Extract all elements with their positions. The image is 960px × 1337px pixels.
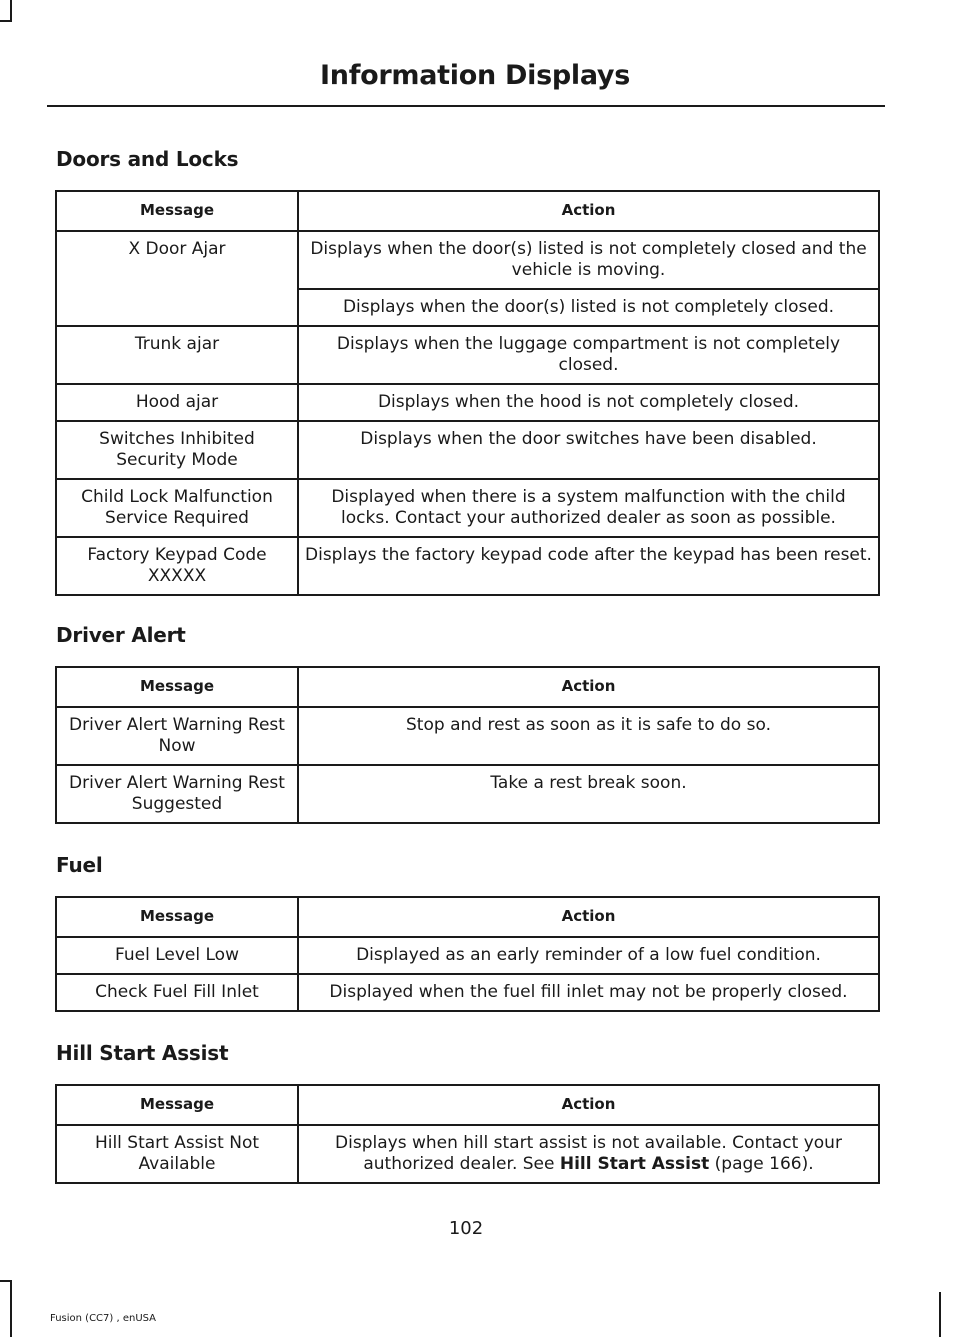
action-cell: Displays the factory keypad code after the keypad has been reset. bbox=[298, 537, 879, 595]
message-cell: Check Fuel Fill Inlet bbox=[56, 974, 298, 1011]
action-cell: Displays when the door switches have been disabled. bbox=[298, 421, 879, 479]
table-row bbox=[56, 384, 879, 421]
action-cell: Take a rest break soon. bbox=[298, 765, 879, 823]
table-row bbox=[56, 326, 879, 384]
table-header-row bbox=[56, 191, 879, 231]
column-header-action: Action bbox=[298, 897, 879, 937]
message-cell: Hill Start Assist Not Available bbox=[56, 1125, 298, 1183]
column-header-message: Message bbox=[56, 897, 298, 937]
table-row bbox=[56, 707, 879, 765]
column-header-message: Message bbox=[56, 191, 298, 231]
action-cell: Displays when the hood is not completely closed. bbox=[298, 384, 879, 421]
column-header-action: Action bbox=[298, 191, 879, 231]
action-cell bbox=[298, 1125, 879, 1183]
action-cell: Displayed when there is a system malfunction with the child locks. Contact your authorized dealer as soon as possible. bbox=[298, 479, 879, 537]
crop-mark bbox=[939, 1292, 941, 1337]
table-row bbox=[56, 937, 879, 974]
crop-mark bbox=[0, 20, 12, 22]
doors-and-locks-table bbox=[55, 190, 880, 596]
table-row bbox=[56, 1125, 879, 1183]
table-row bbox=[56, 765, 879, 823]
page-title: Information Displays bbox=[320, 60, 630, 91]
action-cell: Stop and rest as soon as it is safe to do so. bbox=[298, 707, 879, 765]
column-header-message: Message bbox=[56, 1085, 298, 1125]
action-cell: Displays when the door(s) listed is not completely closed and the vehicle is moving. bbox=[298, 231, 879, 289]
action-text-suffix: (page 166). bbox=[709, 1154, 814, 1174]
message-cell: Switches Inhibited Security Mode bbox=[56, 421, 298, 479]
action-text: Displays when hill start assist is not available. Contact your authorized dealer. See bbox=[335, 1133, 842, 1174]
table-row bbox=[56, 231, 879, 289]
section-heading-hill-start-assist: Hill Start Assist bbox=[56, 1041, 229, 1065]
table-row bbox=[56, 421, 879, 479]
message-cell: Child Lock Malfunction Service Required bbox=[56, 479, 298, 537]
crop-mark bbox=[10, 0, 12, 22]
crop-mark bbox=[0, 1280, 12, 1282]
hill-start-assist-table bbox=[55, 1084, 880, 1184]
driver-alert-table bbox=[55, 666, 880, 824]
action-cell: Displays when the door(s) listed is not completely closed. bbox=[298, 289, 879, 326]
message-cell: Trunk ajar bbox=[56, 326, 298, 384]
message-cell: Hood ajar bbox=[56, 384, 298, 421]
footer-model-text: Fusion (CC7) , enUSA bbox=[50, 1313, 157, 1324]
action-cell: Displayed as an early reminder of a low fuel condition. bbox=[298, 937, 879, 974]
message-cell: Driver Alert Warning Rest Now bbox=[56, 707, 298, 765]
table-row bbox=[56, 537, 879, 595]
action-cell: Displayed when the fuel fill inlet may not be properly closed. bbox=[298, 974, 879, 1011]
table-header-row bbox=[56, 667, 879, 707]
column-header-message: Message bbox=[56, 667, 298, 707]
column-header-action: Action bbox=[298, 1085, 879, 1125]
section-heading-driver-alert: Driver Alert bbox=[56, 623, 186, 647]
page-number: 102 bbox=[448, 1218, 484, 1239]
table-header-row bbox=[56, 897, 879, 937]
column-header-action: Action bbox=[298, 667, 879, 707]
table-row bbox=[56, 479, 879, 537]
message-cell: Fuel Level Low bbox=[56, 937, 298, 974]
message-cell: X Door Ajar bbox=[56, 231, 298, 326]
message-cell: Driver Alert Warning Rest Suggested bbox=[56, 765, 298, 823]
crop-mark bbox=[10, 1280, 12, 1337]
cross-reference-link[interactable]: Hill Start Assist bbox=[559, 1154, 710, 1174]
fuel-table bbox=[55, 896, 880, 1012]
message-cell: Factory Keypad Code XXXXX bbox=[56, 537, 298, 595]
table-header-row bbox=[56, 1085, 879, 1125]
header-divider bbox=[47, 105, 885, 107]
action-cell: Displays when the luggage compartment is not completely closed. bbox=[298, 326, 879, 384]
table-row bbox=[56, 974, 879, 1011]
section-heading-fuel: Fuel bbox=[56, 853, 103, 877]
section-heading-doors-and-locks: Doors and Locks bbox=[56, 147, 239, 171]
